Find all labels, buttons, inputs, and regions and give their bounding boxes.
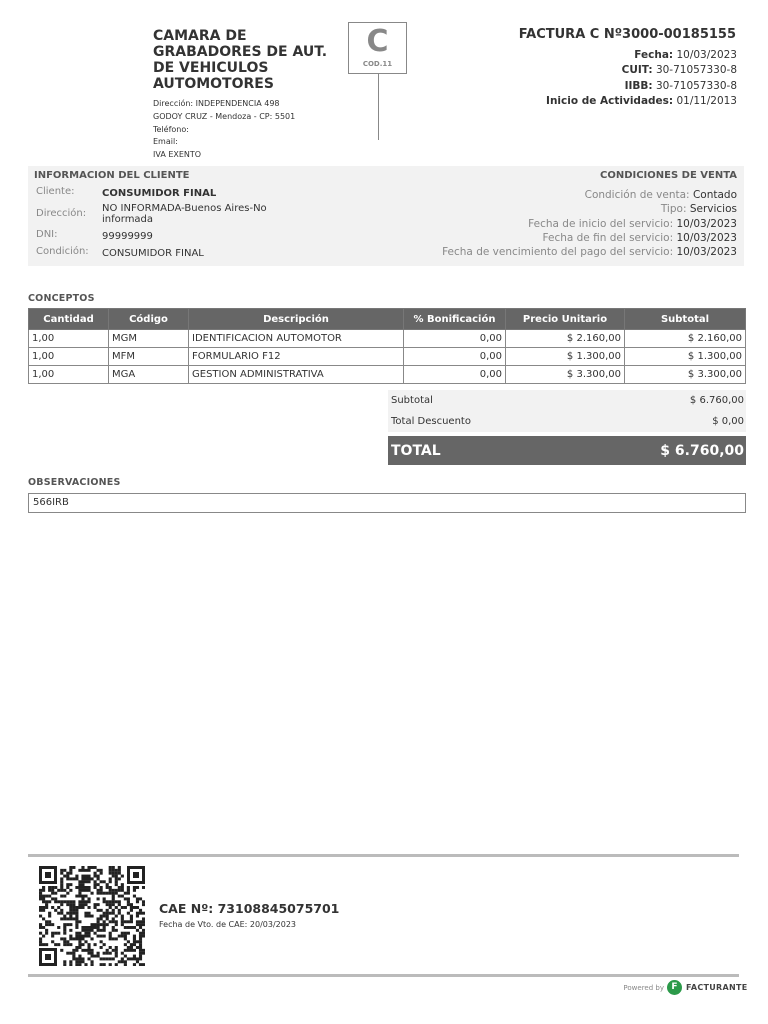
invoice-iibb: 30-71057330-8 — [655, 79, 737, 92]
discount-label: Total Descuento — [391, 416, 471, 427]
client-address — [102, 203, 267, 225]
cae-number: CAE Nº: 73108845075701 — [159, 901, 340, 916]
cell-unit-price: $ 1.300,00 — [506, 348, 625, 366]
payment-due-label: Fecha de vencimiento del pago del servicio: — [442, 246, 674, 258]
client-address-label: Dirección: — [36, 208, 87, 219]
column-header: Cantidad — [29, 309, 109, 330]
payment-due: 10/03/2023 — [676, 246, 737, 258]
table-header-row — [29, 309, 746, 330]
invoice-date: 10/03/2023 — [676, 49, 737, 61]
subtotal-value: $ 6.760,00 — [689, 395, 744, 406]
company-address: Dirección: INDEPENDENCIA 498 — [153, 99, 280, 108]
powered-by: Powered by — [623, 984, 664, 992]
observations-title: OBSERVACIONES — [28, 477, 121, 488]
client-dni-label: DNI: — [36, 229, 58, 240]
cell-unit-price: $ 2.160,00 — [506, 330, 625, 348]
company-phone: Teléfono: — [153, 124, 189, 134]
client-dni: 99999999 — [102, 231, 153, 242]
facturante-logo-icon: F — [667, 980, 682, 995]
total-value: $ 6.760,00 — [660, 442, 744, 459]
discount-value: $ 0,00 — [712, 416, 744, 427]
service-end-label: Fecha de fin del servicio: — [542, 232, 674, 244]
service-start-label: Fecha de inicio del servicio: — [528, 218, 674, 230]
cae-expiry: Fecha de Vto. de CAE: 20/03/2023 — [159, 920, 296, 929]
company-info — [153, 98, 295, 162]
sale-condition: Contado — [692, 189, 737, 201]
cell-discount: 0,00 — [404, 330, 506, 348]
sale-condition-label: Condición de venta: — [584, 189, 690, 201]
cell-quantity: 1,00 — [29, 366, 109, 384]
sale-type-row — [661, 203, 737, 215]
invoice-date-label: Fecha: — [634, 49, 674, 61]
cell-description: IDENTIFICACION AUTOMOTOR — [189, 330, 404, 348]
cell-discount: 0,00 — [404, 366, 506, 384]
invoice-title: FACTURA C Nº3000-00185155 — [518, 27, 736, 42]
company-city: GODOY CRUZ - Mendoza - CP: 5501 — [153, 111, 296, 121]
invoice-meta — [546, 48, 737, 109]
cell-subtotal: $ 3.300,00 — [625, 366, 746, 384]
company-name-line: CAMARA DE — [153, 28, 247, 44]
observations-box: 566IRB — [28, 493, 746, 513]
company-tax-status: IVA EXENTO — [153, 150, 202, 160]
table-row — [29, 330, 746, 348]
totals-box — [388, 390, 746, 465]
invoice-date-row — [546, 48, 737, 63]
facturante-brand: FACTURANTE — [686, 983, 748, 992]
column-header: Precio Unitario — [506, 309, 625, 330]
payment-due-row — [442, 246, 737, 258]
cell-description: GESTION ADMINISTRATIVA — [189, 366, 404, 384]
concepts-table — [28, 308, 746, 384]
footer-divider-bottom — [28, 974, 739, 977]
invoice-start: 01/11/2013 — [676, 94, 737, 107]
invoice-cuit: 30-71057330-8 — [655, 64, 737, 77]
subtotal-label: Subtotal — [391, 395, 433, 406]
invoice-code: COD.11 — [362, 60, 393, 68]
qr-code-icon — [39, 866, 145, 966]
invoice-letter: C — [366, 24, 389, 59]
column-header: Subtotal — [625, 309, 746, 330]
invoice-cuit-row — [546, 63, 737, 78]
client-address-line: informada — [102, 214, 154, 225]
sale-section-title: CONDICIONES DE VENTA — [599, 170, 737, 181]
company-name-line: AUTOMOTORES — [153, 76, 274, 92]
service-start-row — [528, 218, 737, 230]
company-name-line: GRABADORES DE AUT. — [153, 44, 328, 60]
total-row — [388, 436, 746, 465]
cell-subtotal: $ 2.160,00 — [625, 330, 746, 348]
invoice-start-row — [546, 94, 737, 109]
invoice-letter-box — [348, 22, 407, 74]
cell-quantity: 1,00 — [29, 330, 109, 348]
invoice-iibb-row — [546, 79, 737, 94]
cell-subtotal: $ 1.300,00 — [625, 348, 746, 366]
invoice-start-label: Inicio de Actividades: — [546, 94, 674, 107]
client-address-line: NO INFORMADA-Buenos Aires-No — [102, 203, 267, 214]
client-label: Cliente: — [36, 186, 75, 197]
company-name-line: DE VEHICULOS — [153, 60, 269, 76]
header-divider — [378, 74, 379, 140]
cell-code: MGA — [109, 366, 189, 384]
footer-divider-top — [28, 854, 739, 857]
invoice-cuit-label: CUIT: — [621, 64, 653, 77]
table-row — [29, 348, 746, 366]
sale-condition-row — [585, 189, 737, 201]
column-header: Descripción — [189, 309, 404, 330]
cell-code: MGM — [109, 330, 189, 348]
invoice-iibb-label: IIBB: — [624, 79, 653, 92]
client-condition-label: Condición: — [36, 246, 89, 257]
concepts-title: CONCEPTOS — [28, 293, 95, 304]
cell-unit-price: $ 3.300,00 — [506, 366, 625, 384]
cell-quantity: 1,00 — [29, 348, 109, 366]
service-end-row — [543, 232, 737, 244]
cell-code: MFM — [109, 348, 189, 366]
sale-type-label: Tipo: — [660, 203, 687, 215]
service-start: 10/03/2023 — [676, 218, 737, 230]
total-label: TOTAL — [391, 442, 441, 459]
column-header: % Bonificación — [404, 309, 506, 330]
client-condition: CONSUMIDOR FINAL — [102, 248, 204, 259]
service-end: 10/03/2023 — [676, 232, 737, 244]
subtotal-row — [388, 390, 746, 411]
sale-type: Servicios — [689, 203, 737, 215]
table-row — [29, 366, 746, 384]
client-section-title: INFORMACION DEL CLIENTE — [34, 170, 190, 181]
discount-row — [388, 411, 746, 432]
company-email: Email: — [153, 137, 178, 147]
company-name — [153, 28, 348, 92]
client-name: CONSUMIDOR FINAL — [102, 188, 217, 199]
cell-discount: 0,00 — [404, 348, 506, 366]
column-header: Código — [109, 309, 189, 330]
cell-description: FORMULARIO F12 — [189, 348, 404, 366]
